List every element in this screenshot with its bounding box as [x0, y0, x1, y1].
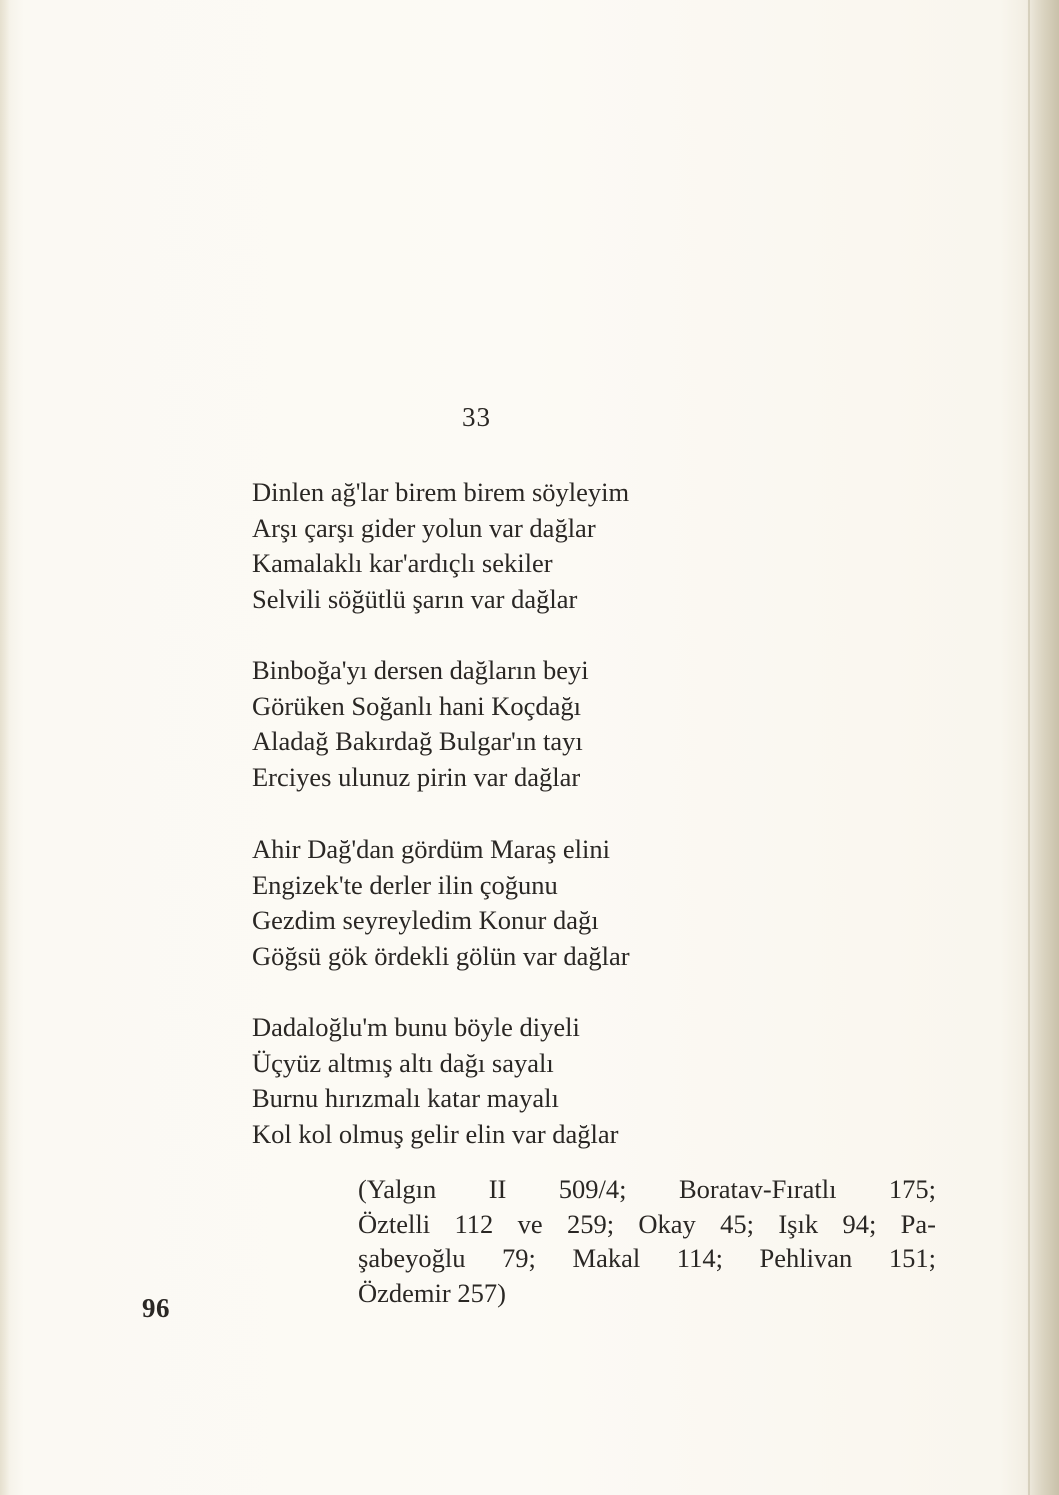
reference-line: Öztelli 112 ve 259; Okay 45; Işık 94; Pa-: [358, 1208, 936, 1239]
verse-line: Görüken Soğanlı hani Koçdağı: [252, 690, 581, 721]
verse-line: Dinlen ağ'lar birem birem söyleyim: [252, 477, 630, 507]
stanza: [252, 653, 589, 795]
verse-line: Üçyüz altmış altı dağı sayalı: [252, 1047, 554, 1078]
verse-line: Kol kol olmuş gelir elin var dağlar: [252, 1118, 619, 1149]
verse-line: Gezdim seyreyledim Konur dağı: [252, 905, 599, 935]
verse-line: Engizek'te derler ilin çoğunu: [252, 869, 558, 900]
reference-line: (Yalgın II 509/4; Boratav-Fıratlı 175;: [358, 1174, 936, 1204]
verse-line: Göğsü gök ördekli gölün var dağlar: [252, 940, 630, 971]
source-reference: [358, 1172, 938, 1310]
page-edge-shadow: [1026, 0, 1059, 1495]
verse-line: Erciyes ulunuz pirin var dağlar: [252, 761, 581, 792]
page-number: 96: [142, 1293, 170, 1323]
verse-line: Selvili söğütlü şarın var dağlar: [252, 583, 578, 614]
verse-line: Arşı çarşı gider yolun var dağlar: [252, 512, 596, 543]
poem-number: 33: [462, 402, 491, 432]
reference-line: Özdemir 257): [358, 1277, 506, 1308]
page-edge-line: [1028, 0, 1030, 1495]
verse-line: Binboğa'yı dersen dağların beyi: [252, 655, 589, 685]
stanza: [252, 832, 630, 974]
verse-line: Aladağ Bakırdağ Bulgar'ın tayı: [252, 726, 583, 756]
verse-line: Kamalaklı kar'ardıçlı sekiler: [252, 548, 553, 578]
stanza: [252, 1010, 619, 1152]
verse-line: Dadaloğlu'm bunu böyle diyeli: [252, 1012, 580, 1042]
verse-line: Ahir Dağ'dan gördüm Maraş elini: [252, 834, 611, 864]
stanza: [252, 475, 629, 617]
reference-line: şabeyoğlu 79; Makal 114; Pehlivan 151;: [358, 1243, 936, 1273]
page-gutter-shadow: [0, 0, 10, 1495]
verse-line: Burnu hırızmalı katar mayalı: [252, 1083, 559, 1113]
